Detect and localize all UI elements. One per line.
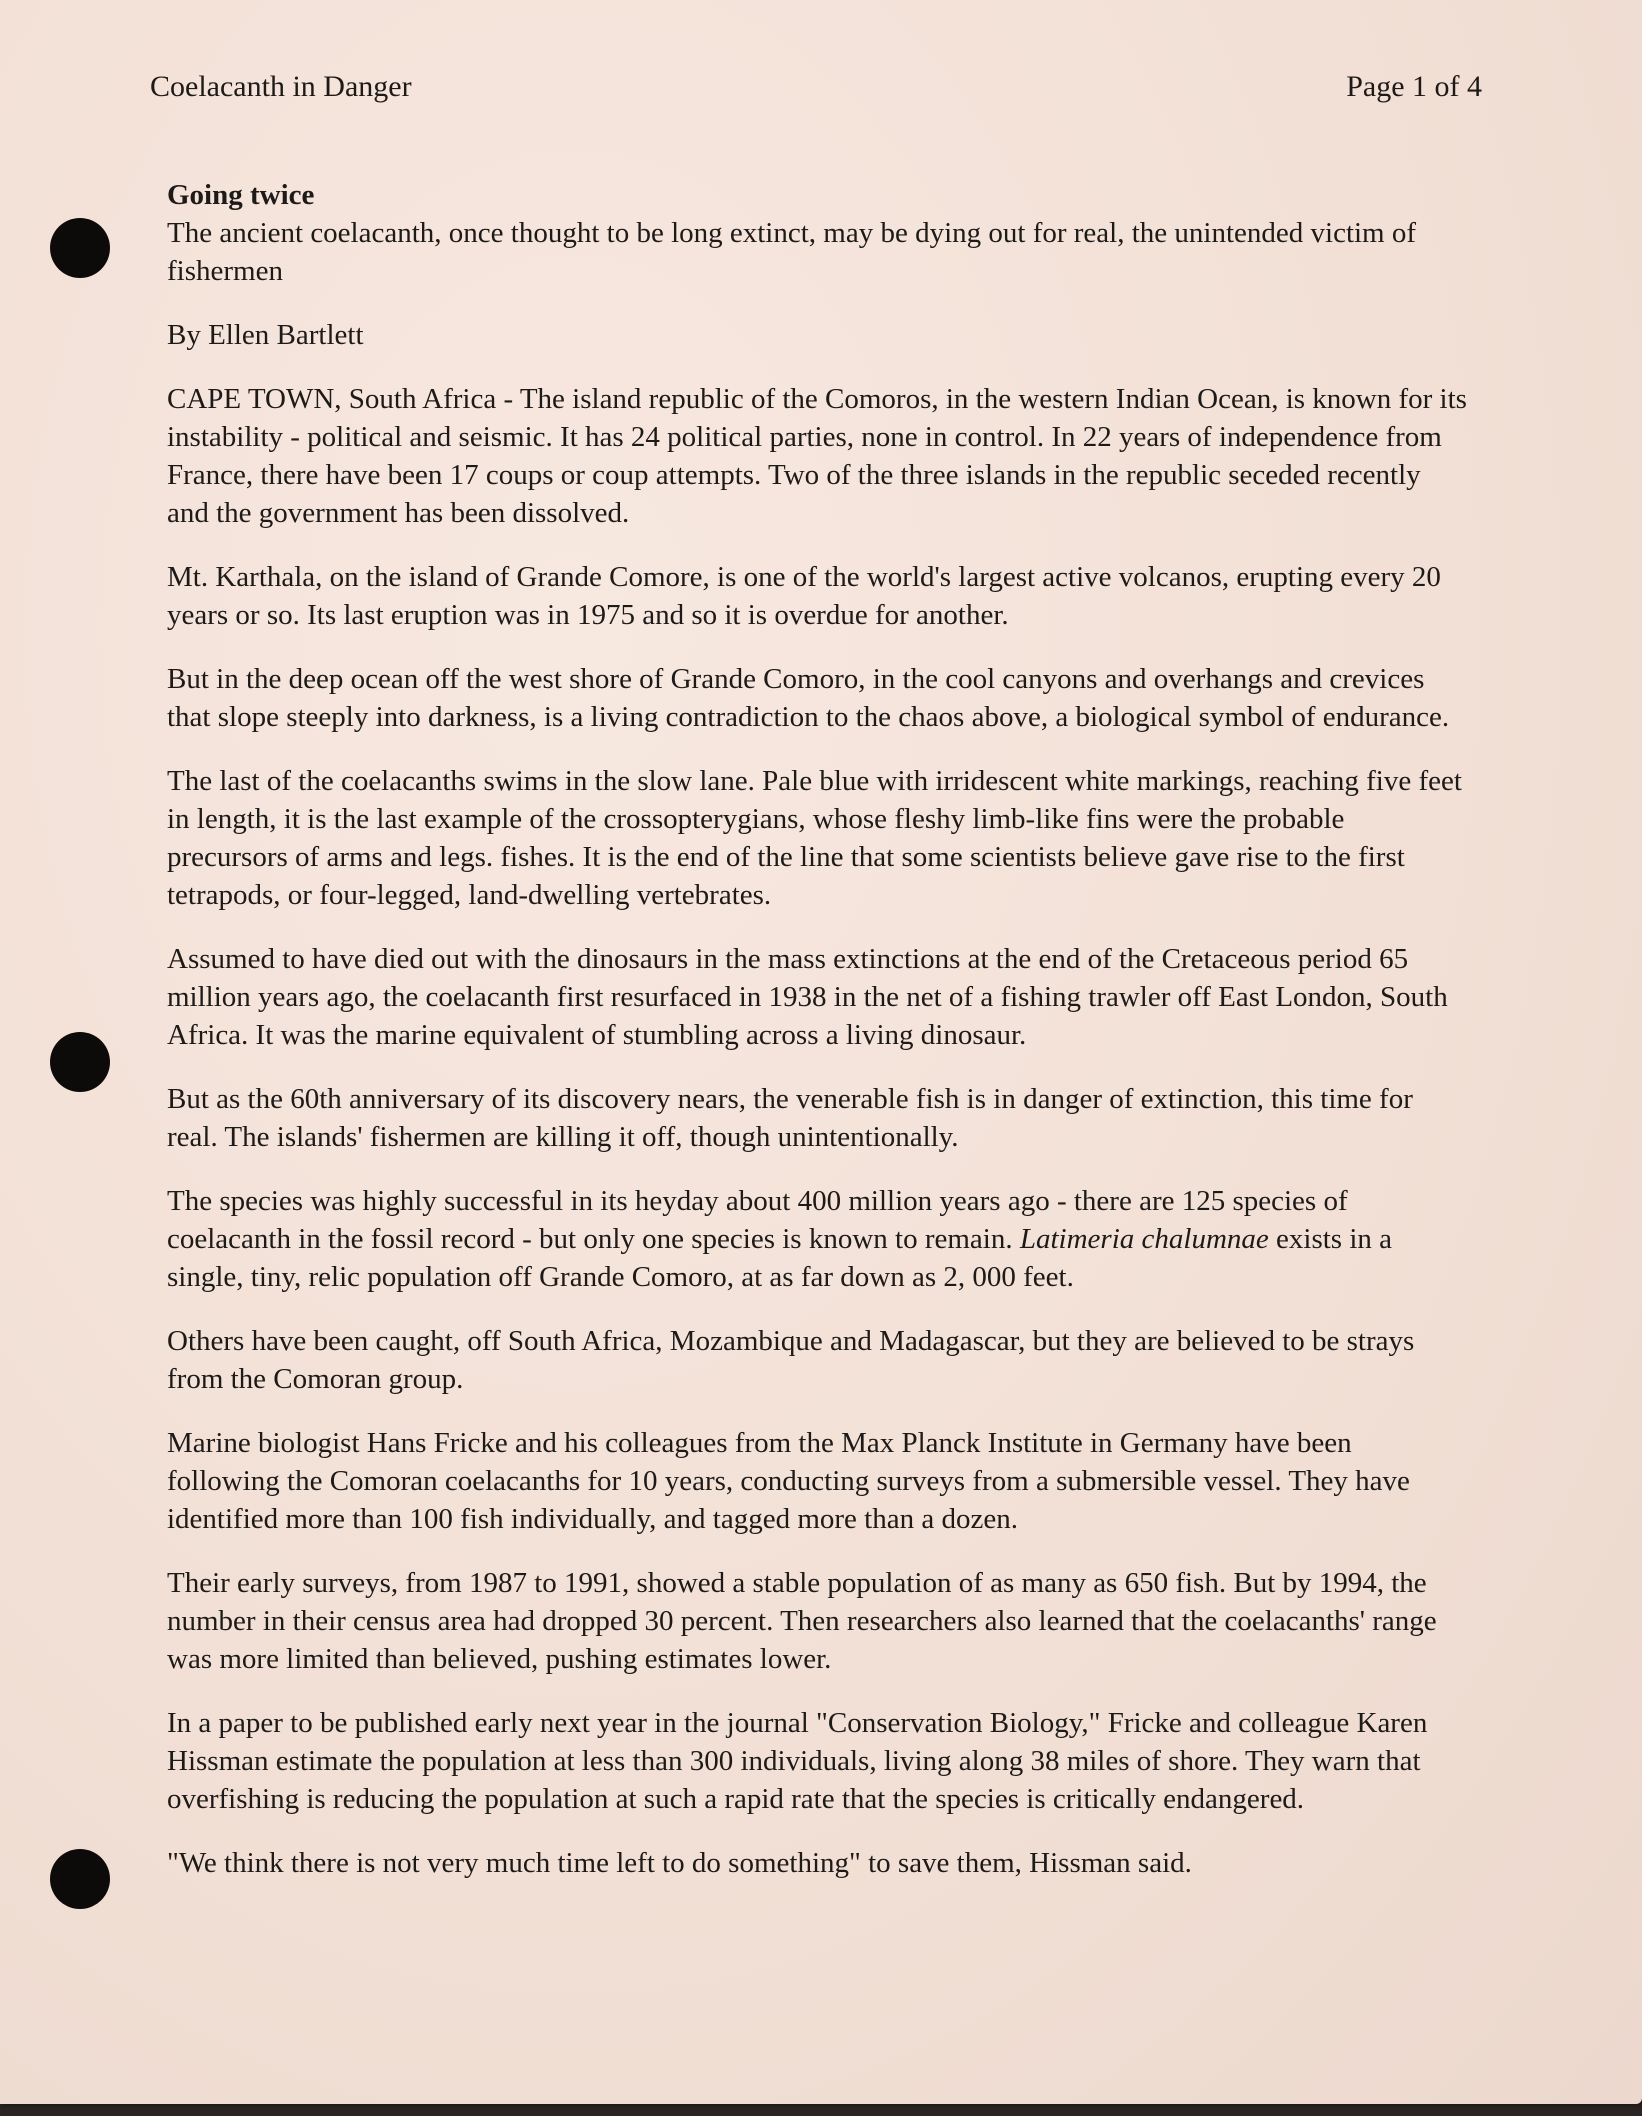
article-byline: By Ellen Bartlett [167,319,364,351]
article-paragraph: Their early surveys, from 1987 to 1991, showed a stable population of as many as 650 fish. But by 1994, the number in their census area had dropped 30 percent. Then researchers also learned that the coelacanths' range was more limited than believed, pushing estimates lower. [167,1567,1437,1675]
article-paragraph: Mt. Karthala, on the island of Grande Comore, is one of the world's largest active volcanos, erupting every 20 years or so. Its last eruption was in 1975 and so it is overdue for another. [167,561,1441,631]
article-paragraph: Others have been caught, off South Africa, Mozambique and Madagascar, but they are believed to be strays from the Comoran group. [167,1325,1415,1395]
article-body [167,176,1467,1908]
article-paragraph: But as the 60th anniversary of its discovery nears, the venerable fish is in danger of extinction, this time for real. The islands' fishermen are killing it off, though unintentionally. [167,1083,1413,1153]
species-name: Latimeria chalumnae [1019,1223,1269,1255]
article-paragraph: Assumed to have died out with the dinosaurs in the mass extinctions at the end of the Cretaceous period 65 million years ago, the coelacanth first resurfaced in 1938 in the net of a fishing trawler off East London, South Africa. It was the marine equivalent of stumbling across a living dinosaur. [167,943,1448,1051]
article-kicker: Going twice [167,179,315,211]
binder-hole [50,218,110,278]
article-paragraph: CAPE TOWN, South Africa - The island republic of the Comoros, in the western Indian Ocean, is known for its instability - political and seismic. It has 24 political parties, none in control. In 22 years of independence from France, there have been 17 coups or coup attempts. Two of the three islands in the republic seceded recently and the government has been dissolved. [167,383,1467,529]
binder-hole [50,1849,110,1909]
article-paragraph: In a paper to be published early next year in the journal "Conservation Biology," Fricke and colleague Karen Hissman estimate the population at less than 300 individuals, living along 38 miles of shore. They warn that overfishing is reducing the population at such a rapid rate that the species is critically endangered. [167,1707,1428,1815]
page-number: Page 1 of 4 [1346,70,1482,103]
article-paragraph: The last of the coelacanths swims in the slow lane. Pale blue with irridescent white markings, reaching five feet in length, it is the last example of the crossopterygians, whose fleshy limb-like fins were the probable precursors of arms and legs. fishes. It is the end of the line that some scientists believe gave rise to the first tetrapods, or four-legged, land-dwelling vertebrates. [167,765,1462,911]
article-paragraph: But in the deep ocean off the west shore of Grande Comoro, in the cool canyons and overhangs and crevices that slope steeply into darkness, is a living contradiction to the chaos above, a biological symbol of endurance. [167,663,1450,733]
article-deck: The ancient coelacanth, once thought to be long extinct, may be dying out for real, the unintended victim of fishermen [167,217,1417,287]
paragraph-text: The species was highly successful in its heyday about 400 million years ago - there are 125 species of coelacanth in the fossil record - but only one species is known to remain. [167,1185,1348,1255]
page-header-title: Coelacanth in Danger [150,70,412,103]
binder-hole [50,1032,110,1092]
paragraph-text: exists in a single, tiny, relic population off Grande Comoro, at as far down as 2, 000 feet. [167,1223,1393,1293]
article-paragraph: Marine biologist Hans Fricke and his colleagues from the Max Planck Institute in Germany have been following the Comoran coelacanths for 10 years, conducting surveys from a submersible vessel. They have identified more than 100 fish individually, and tagged more than a dozen. [167,1427,1410,1535]
article-paragraph: "We think there is not very much time left to do something" to save them, Hissman said. [167,1847,1192,1879]
article-paragraph [167,1182,1467,1296]
